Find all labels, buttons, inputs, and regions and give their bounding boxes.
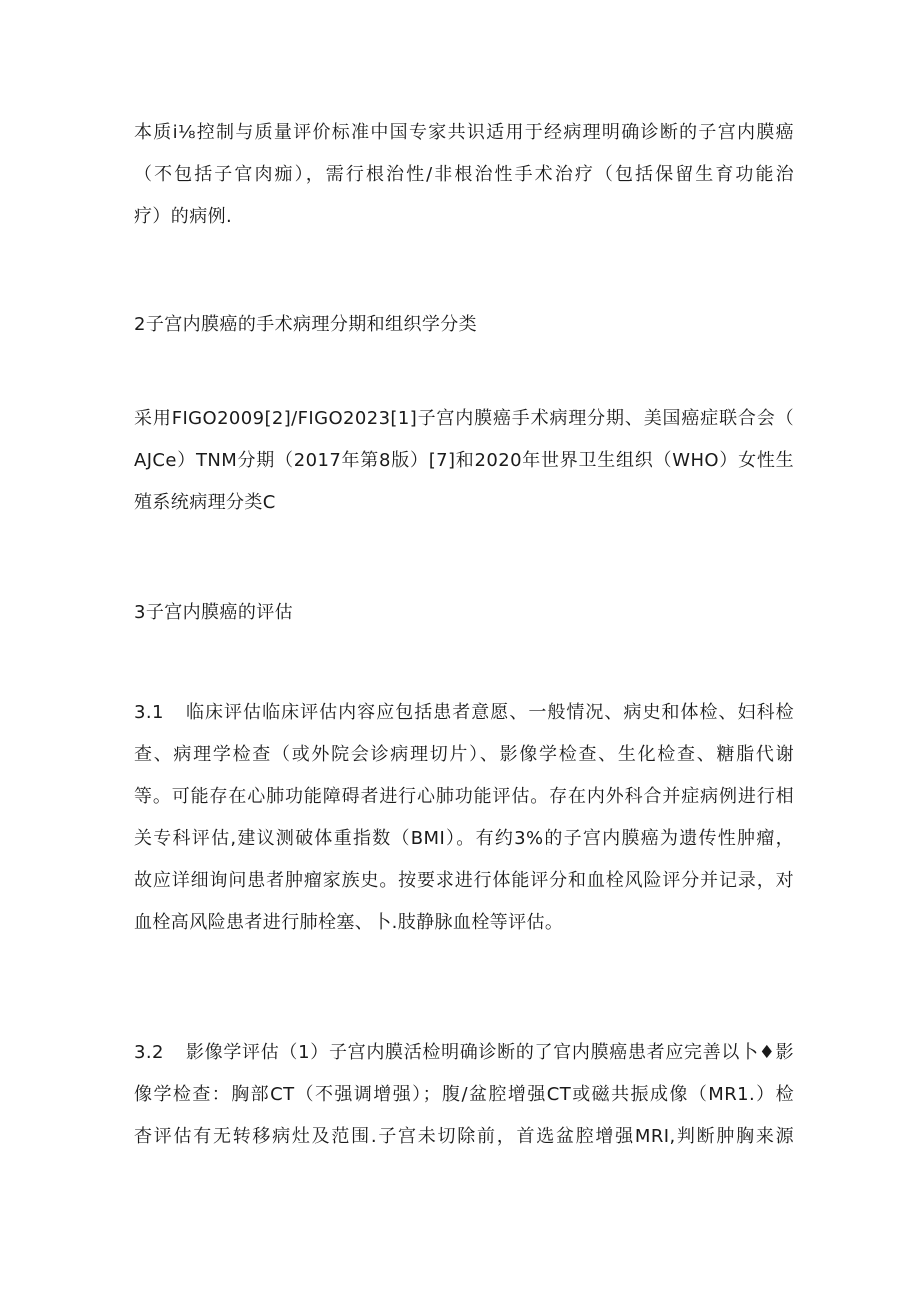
text-line: 故应详细询问患者肿瘤家族史。按要求进行体能评分和血栓风险评分并记录，对 bbox=[134, 870, 794, 891]
text-line: 查、病理学检查（或外院会诊病理切片）、影像学检查、生化检查、糖脂代谢 bbox=[134, 744, 794, 765]
text-line: 殖系统病理分类C bbox=[134, 492, 276, 513]
text-line: 像学检查：胸部CT（不强调增强）；腹/盆腔增强CT或磁共振成像（MR1.）检 bbox=[134, 1084, 794, 1105]
paragraph-staging bbox=[134, 398, 794, 524]
section-3-1-paragraph bbox=[134, 692, 794, 944]
text-line: 等。可能存在心肺功能障碍者进行心肺功能评估。存在内外科合并症病例进行相 bbox=[134, 786, 794, 807]
text-line: 关专科评估,建议测破体重指数（BMI）。有约3%的子宫内膜癌为遗传性肿瘤， bbox=[134, 828, 794, 849]
heading-text: 3子宫内膜癌的评估 bbox=[134, 602, 294, 623]
section-heading-3 bbox=[134, 592, 794, 634]
text-line: 采用FIGO2009[2]/FIGO2023[1]子宫内膜癌手术病理分期、美国癌症联合会（ bbox=[134, 408, 794, 429]
first-line bbox=[134, 1032, 794, 1074]
text-line: 疗）的病例. bbox=[134, 206, 233, 227]
text-line: 本质i⅛控制与质量评价标准中国专家共识适用于经病理明确诊断的子宫内膜癌 bbox=[134, 122, 794, 143]
text-line: 杳评估有无转移病灶及范围.子宫未切除前，首选盆腔增强MRI,判断肿胸来源 bbox=[134, 1126, 794, 1147]
section-number: 3.1 bbox=[134, 702, 164, 723]
paragraph-scope bbox=[134, 112, 794, 238]
first-line bbox=[134, 692, 794, 734]
section-number: 3.2 bbox=[134, 1042, 164, 1063]
text-line: （不包括子官肉痂），需行根治性/非根治性手术治疗（包括保留生育功能治 bbox=[134, 164, 794, 185]
heading-text: 2子宫内膜癌的手术病理分期和组织学分类 bbox=[134, 314, 478, 335]
section-3-2-paragraph bbox=[134, 1032, 794, 1158]
text-line: 影像学评估（1）子宫内膜活检明确诊断的了官内膜癌患者应完善以卜♦影 bbox=[186, 1042, 794, 1063]
text-line: 血栓高风险患者进行肺栓塞、卜.肢静脉血栓等评估。 bbox=[134, 912, 564, 933]
text-line: AJCe）TNM分期（2017年第8版）[7]和2020年世界卫生组织（WHO）女性生 bbox=[134, 450, 794, 471]
section-heading-2 bbox=[134, 304, 794, 346]
text-line: 临床评估临床评估内容应包括患者意愿、一般情况、病史和体检、妇科检 bbox=[186, 702, 794, 723]
